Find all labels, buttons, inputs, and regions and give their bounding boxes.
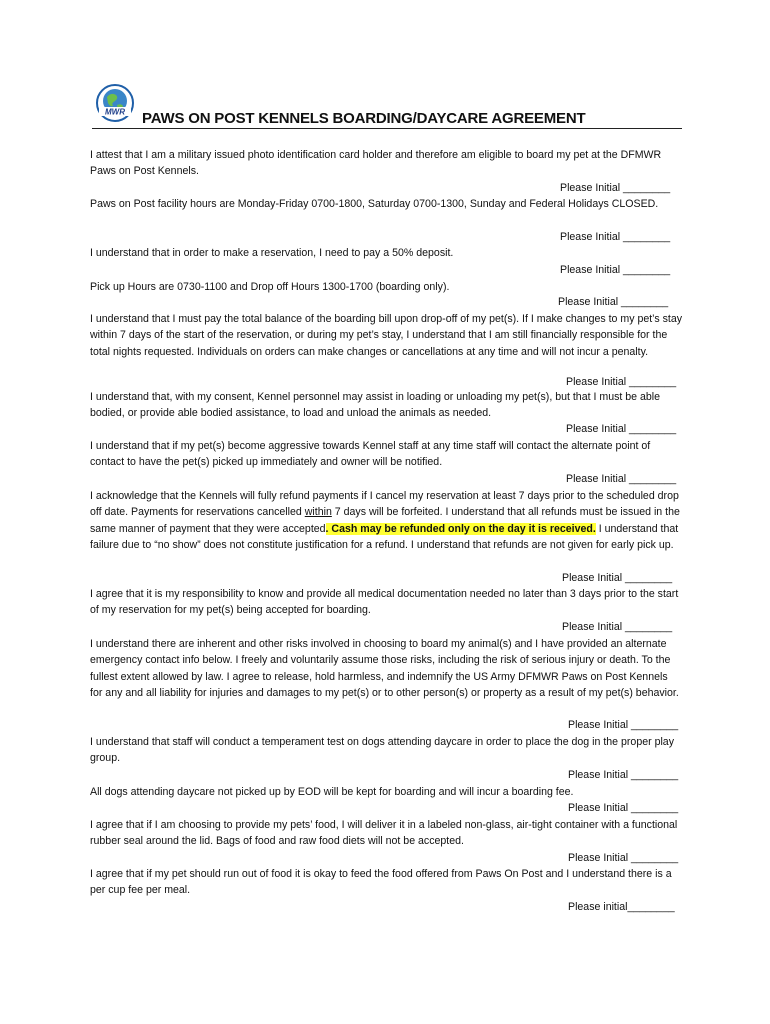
initial-line-8: Please Initial ________ <box>562 572 673 584</box>
paragraph-7: I understand that if my pet(s) become aggressive towards Kennel staff at any time staff will contact the alternate point of contact to have the pet(s) picked up immediately and owner will be notified. <box>90 440 651 469</box>
initial-line-2: Please Initial ________ <box>560 231 671 243</box>
paragraph-8: I acknowledge that the Kennels will fully refund payments if I cancel my reservation at least 7 days prior to the scheduled drop off date. Payments for reservations cancelled within 7 days will be forfeited. I understand that all refunds must be issued in the same manner of payment that they were accepted. Cash may be refunded only on the day it is received. I understand that failure due to “no show” does not constitute justification for a refund. I understand that refunds are not given for early pick up. <box>90 490 680 552</box>
initial-line-13: Please Initial ________ <box>568 852 679 864</box>
initial-line-7: Please Initial ________ <box>566 473 677 485</box>
initial-line-6: Please Initial ________ <box>566 423 677 435</box>
paragraph-3: I understand that in order to make a reservation, I need to pay a 50% deposit. <box>90 247 454 259</box>
initial-line-14: Please initial________ <box>568 901 675 913</box>
initial-line-9: Please Initial ________ <box>562 621 673 633</box>
title-rule <box>92 128 682 129</box>
paragraph-2: Paws on Post facility hours are Monday-Friday 0700-1800, Saturday 0700-1300, Sunday and Federal Holidays CLOSED. <box>90 198 659 210</box>
initial-line-1: Please Initial ________ <box>560 182 671 194</box>
mwr-logo <box>95 83 135 123</box>
paragraph-13: I agree that if I am choosing to provide my pets’ food, I will deliver it in a labeled non-glass, air-tight container with a functional rubber seal around the lid. Bags of food and raw food diets will not be accepted. <box>90 819 678 848</box>
paragraph-14: I agree that if my pet should run out of food it is okay to feed the food offered from Paws On Post and I understand there is a per cup fee per meal. <box>90 868 672 897</box>
highlighted-cash-refund: . Cash may be refunded only on the day it is received. <box>325 522 596 535</box>
paragraph-9: I agree that it is my responsibility to know and provide all medical documentation needed no later than 3 days prior to the start of my reservation for my pet(s) being accepted for boarding. <box>90 588 679 617</box>
paragraph-4: Pick up Hours are 0730-1100 and Drop off Hours 1300-1700 (boarding only). <box>90 281 450 293</box>
logo-text: MWR <box>105 107 125 117</box>
document-title: PAWS ON POST KENNELS BOARDING/DAYCARE AGREEMENT <box>142 110 586 127</box>
paragraph-1: I attest that I am a military issued photo identification card holder and therefore am eligible to board my pet at the DFMWR Paws on Post Kennels. <box>90 149 662 178</box>
paragraph-12: All dogs attending daycare not picked up by EOD will be kept for boarding and will incur a boarding fee. <box>90 786 574 798</box>
initial-line-4: Please Initial ________ <box>558 296 669 308</box>
paragraph-6: I understand that, with my consent, Kennel personnel may assist in loading or unloading my pet(s), but that I must be able bodied, or provide able bodied assistance, to load and unload the animals as needed. <box>90 391 661 420</box>
initial-line-5: Please Initial ________ <box>566 376 677 388</box>
initial-line-10: Please Initial ________ <box>568 719 679 731</box>
paragraph-11: I understand that staff will conduct a temperament test on dogs attending daycare in order to place the dog in the proper play group. <box>90 736 675 765</box>
initial-line-3: Please Initial ________ <box>560 264 671 276</box>
paragraph-10: I understand there are inherent and other risks involved in choosing to board my animal(s) and I have provided an alternate emergency contact info below. I freely and voluntarily assume those risks, including the risk of serious injury or death. To the fullest extent allowed by law. I agree to release, hold harmless, and indemnify the US Army DFMWR Paws on Post Kennels for any and all liability for injuries and damages to my pet(s) or to other person(s) or property as a result of my pet(s) behavior. <box>90 638 679 700</box>
paragraph-5: I understand that I must pay the total balance of the boarding bill upon drop-off of my pet(s). If I make changes to my pet’s stay within 7 days of the start of the reservation, or during my pet’s stay, I understand that I am still financially responsible for the total nights requested. Individuals on orders can make changes or cancellations at any time and will not incur a penalty. <box>90 313 683 358</box>
initial-line-11: Please Initial ________ <box>568 769 679 781</box>
initial-line-12: Please Initial ________ <box>568 802 679 814</box>
